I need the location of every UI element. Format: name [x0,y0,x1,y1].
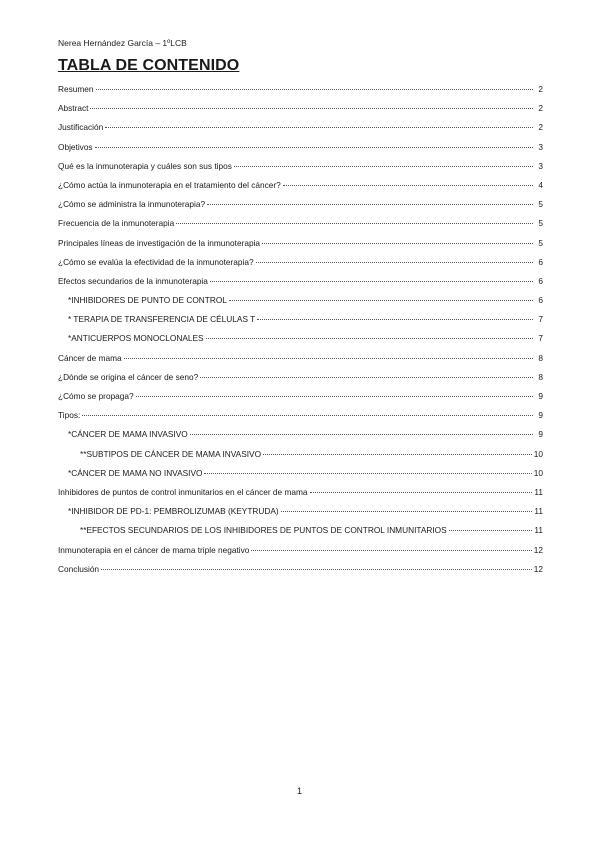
toc-subentry[interactable] [58,329,543,348]
toc-leader-dots [176,222,533,224]
toc-entry[interactable] [58,253,543,272]
toc-entry-page: 3 [538,160,543,171]
toc-subentry[interactable] [58,464,543,483]
toc-leader-dots [124,357,533,359]
toc-subsubentry[interactable] [58,445,543,464]
toc-entry-text: Justificación [58,122,104,133]
toc-entry-text: ¿Cómo se administra la inmunoterapia? [58,199,206,210]
toc-leader-dots [136,395,533,397]
page-number: 1 [296,786,302,796]
toc-entry[interactable] [58,214,543,233]
toc-entry[interactable] [58,349,543,368]
toc-entry-text: Cáncer de mama [58,352,122,363]
toc-entry-page: 2 [538,84,543,94]
toc-entry-text: **SUBTIPOS DE CÁNCER DE MAMA INVASIVO [80,448,262,459]
toc-title: TABLA DE CONTENIDO [58,57,240,74]
toc-entry-page: 9 [538,410,543,421]
toc-entry-page: 9 [538,391,543,401]
table-of-contents [58,80,543,579]
toc-leader-dots [251,549,531,551]
toc-entry-text: ¿Dónde se origina el cáncer de seno? [58,371,199,382]
toc-entry-text: ¿Cómo actúa la inmunoterapia en el tratamiento del cáncer? [58,179,281,190]
toc-entry-page: 6 [538,256,543,267]
toc-leader-dots [449,529,533,531]
toc-entry-page: 5 [538,237,543,248]
toc-entry[interactable] [58,541,543,560]
toc-subsubentry[interactable] [58,521,543,540]
toc-entry-text: *CÁNCER DE MAMA NO INVASIVO [68,467,203,478]
toc-entry-text: Inhibidores de puntos de control inmunitarios en el cáncer de mama [58,486,308,497]
toc-entry[interactable] [58,138,543,157]
toc-entry-text: *INHIBIDORES DE PUNTO DE CONTROL [68,295,227,306]
toc-entry-text: Objetivos [58,141,93,152]
toc-entry-page: 2 [538,122,543,133]
toc-entry-page: 11 [534,506,543,517]
toc-entry-text: ¿Cómo se propaga? [58,391,134,401]
toc-entry-page: 9 [538,429,543,440]
toc-leader-dots [200,376,533,378]
toc-leader-dots [229,299,533,301]
toc-leader-dots [281,510,533,512]
toc-entry-text: Inmunoterapia en el cáncer de mama triple negativo [58,544,250,555]
toc-entry[interactable] [58,483,543,502]
toc-entry[interactable] [58,118,543,137]
toc-entry[interactable] [58,387,543,406]
toc-leader-dots [190,433,533,435]
toc-entry[interactable] [58,80,543,99]
toc-subentry[interactable] [58,291,543,310]
toc-entry[interactable] [58,195,543,214]
toc-entry-page: 11 [534,525,543,536]
toc-leader-dots [96,88,533,90]
toc-entry-text: ¿Cómo se evalúa la efectividad de la inmunoterapia? [58,256,254,267]
toc-leader-dots [204,472,531,474]
toc-entry-page: 2 [538,103,543,114]
toc-entry[interactable] [58,406,543,425]
toc-entry[interactable] [58,560,543,579]
toc-entry-page: 8 [538,371,543,382]
toc-leader-dots [263,453,532,455]
toc-entry[interactable] [58,368,543,387]
toc-entry-text: Frecuencia de la inmunoterapia [58,218,175,229]
toc-entry[interactable] [58,272,543,291]
toc-entry-text: Conclusión [58,563,100,574]
toc-entry-text: Efectos secundarios de la inmunoterapia [58,275,208,286]
toc-leader-dots [105,126,533,128]
toc-entry-page: 10 [533,448,543,459]
toc-entry-text: Abstract [58,103,89,114]
toc-entry-text: *ANTICUERPOS MONOCLONALES [68,333,204,344]
toc-entry-text: * TERAPIA DE TRANSFERENCIA DE CÉLULAS T [68,314,256,325]
toc-leader-dots [234,165,533,167]
toc-leader-dots [90,107,533,109]
toc-leader-dots [95,146,533,148]
toc-entry-text: *CÁNCER DE MAMA INVASIVO [68,429,188,440]
toc-entry-page: 6 [538,295,543,306]
toc-entry-page: 11 [534,486,543,497]
toc-entry-text: **EFECTOS SECUNDARIOS DE LOS INHIBIDORES DE PUNTOS DE CONTROL INMUNITARIOS [80,525,447,536]
toc-entry-page: 3 [538,141,543,152]
toc-leader-dots [257,318,533,320]
toc-entry-page: 10 [533,467,543,478]
toc-subentry[interactable] [58,502,543,521]
toc-entry-page: 5 [538,218,543,229]
toc-leader-dots [101,568,532,570]
toc-leader-dots [310,491,533,493]
toc-entry-page: 7 [538,314,543,325]
toc-entry-page: 6 [538,275,543,286]
running-header: Nerea Hernández García – 1ºLCB [58,38,187,48]
toc-leader-dots [207,203,533,205]
toc-entry[interactable] [58,157,543,176]
toc-entry-text: Principales líneas de investigación de la inmunoterapia [58,237,261,248]
toc-entry-text: Qué es la inmunoterapia y cuáles son sus tipos [58,160,232,171]
toc-entry-page: 12 [533,544,543,555]
toc-leader-dots [210,280,533,282]
toc-leader-dots [256,261,533,263]
toc-entry-text: *INHIBIDOR DE PD-1: PEMBROLIZUMAB (KEYTRUDA) [68,506,279,517]
toc-entry-text: Resumen [58,84,94,94]
toc-entry[interactable] [58,176,543,195]
toc-entry-page: 7 [538,333,543,344]
toc-entry-text: Tipos: [58,410,81,421]
toc-entry-page: 4 [538,179,543,190]
toc-entry[interactable] [58,234,543,253]
toc-leader-dots [82,414,533,416]
toc-subentry[interactable] [58,425,543,444]
toc-entry[interactable] [58,99,543,118]
toc-leader-dots [206,337,533,339]
toc-leader-dots [283,184,533,186]
toc-entry-page: 5 [538,199,543,210]
toc-subentry[interactable] [58,310,543,329]
toc-leader-dots [262,242,533,244]
toc-entry-page: 8 [538,352,543,363]
toc-entry-page: 12 [533,563,543,574]
